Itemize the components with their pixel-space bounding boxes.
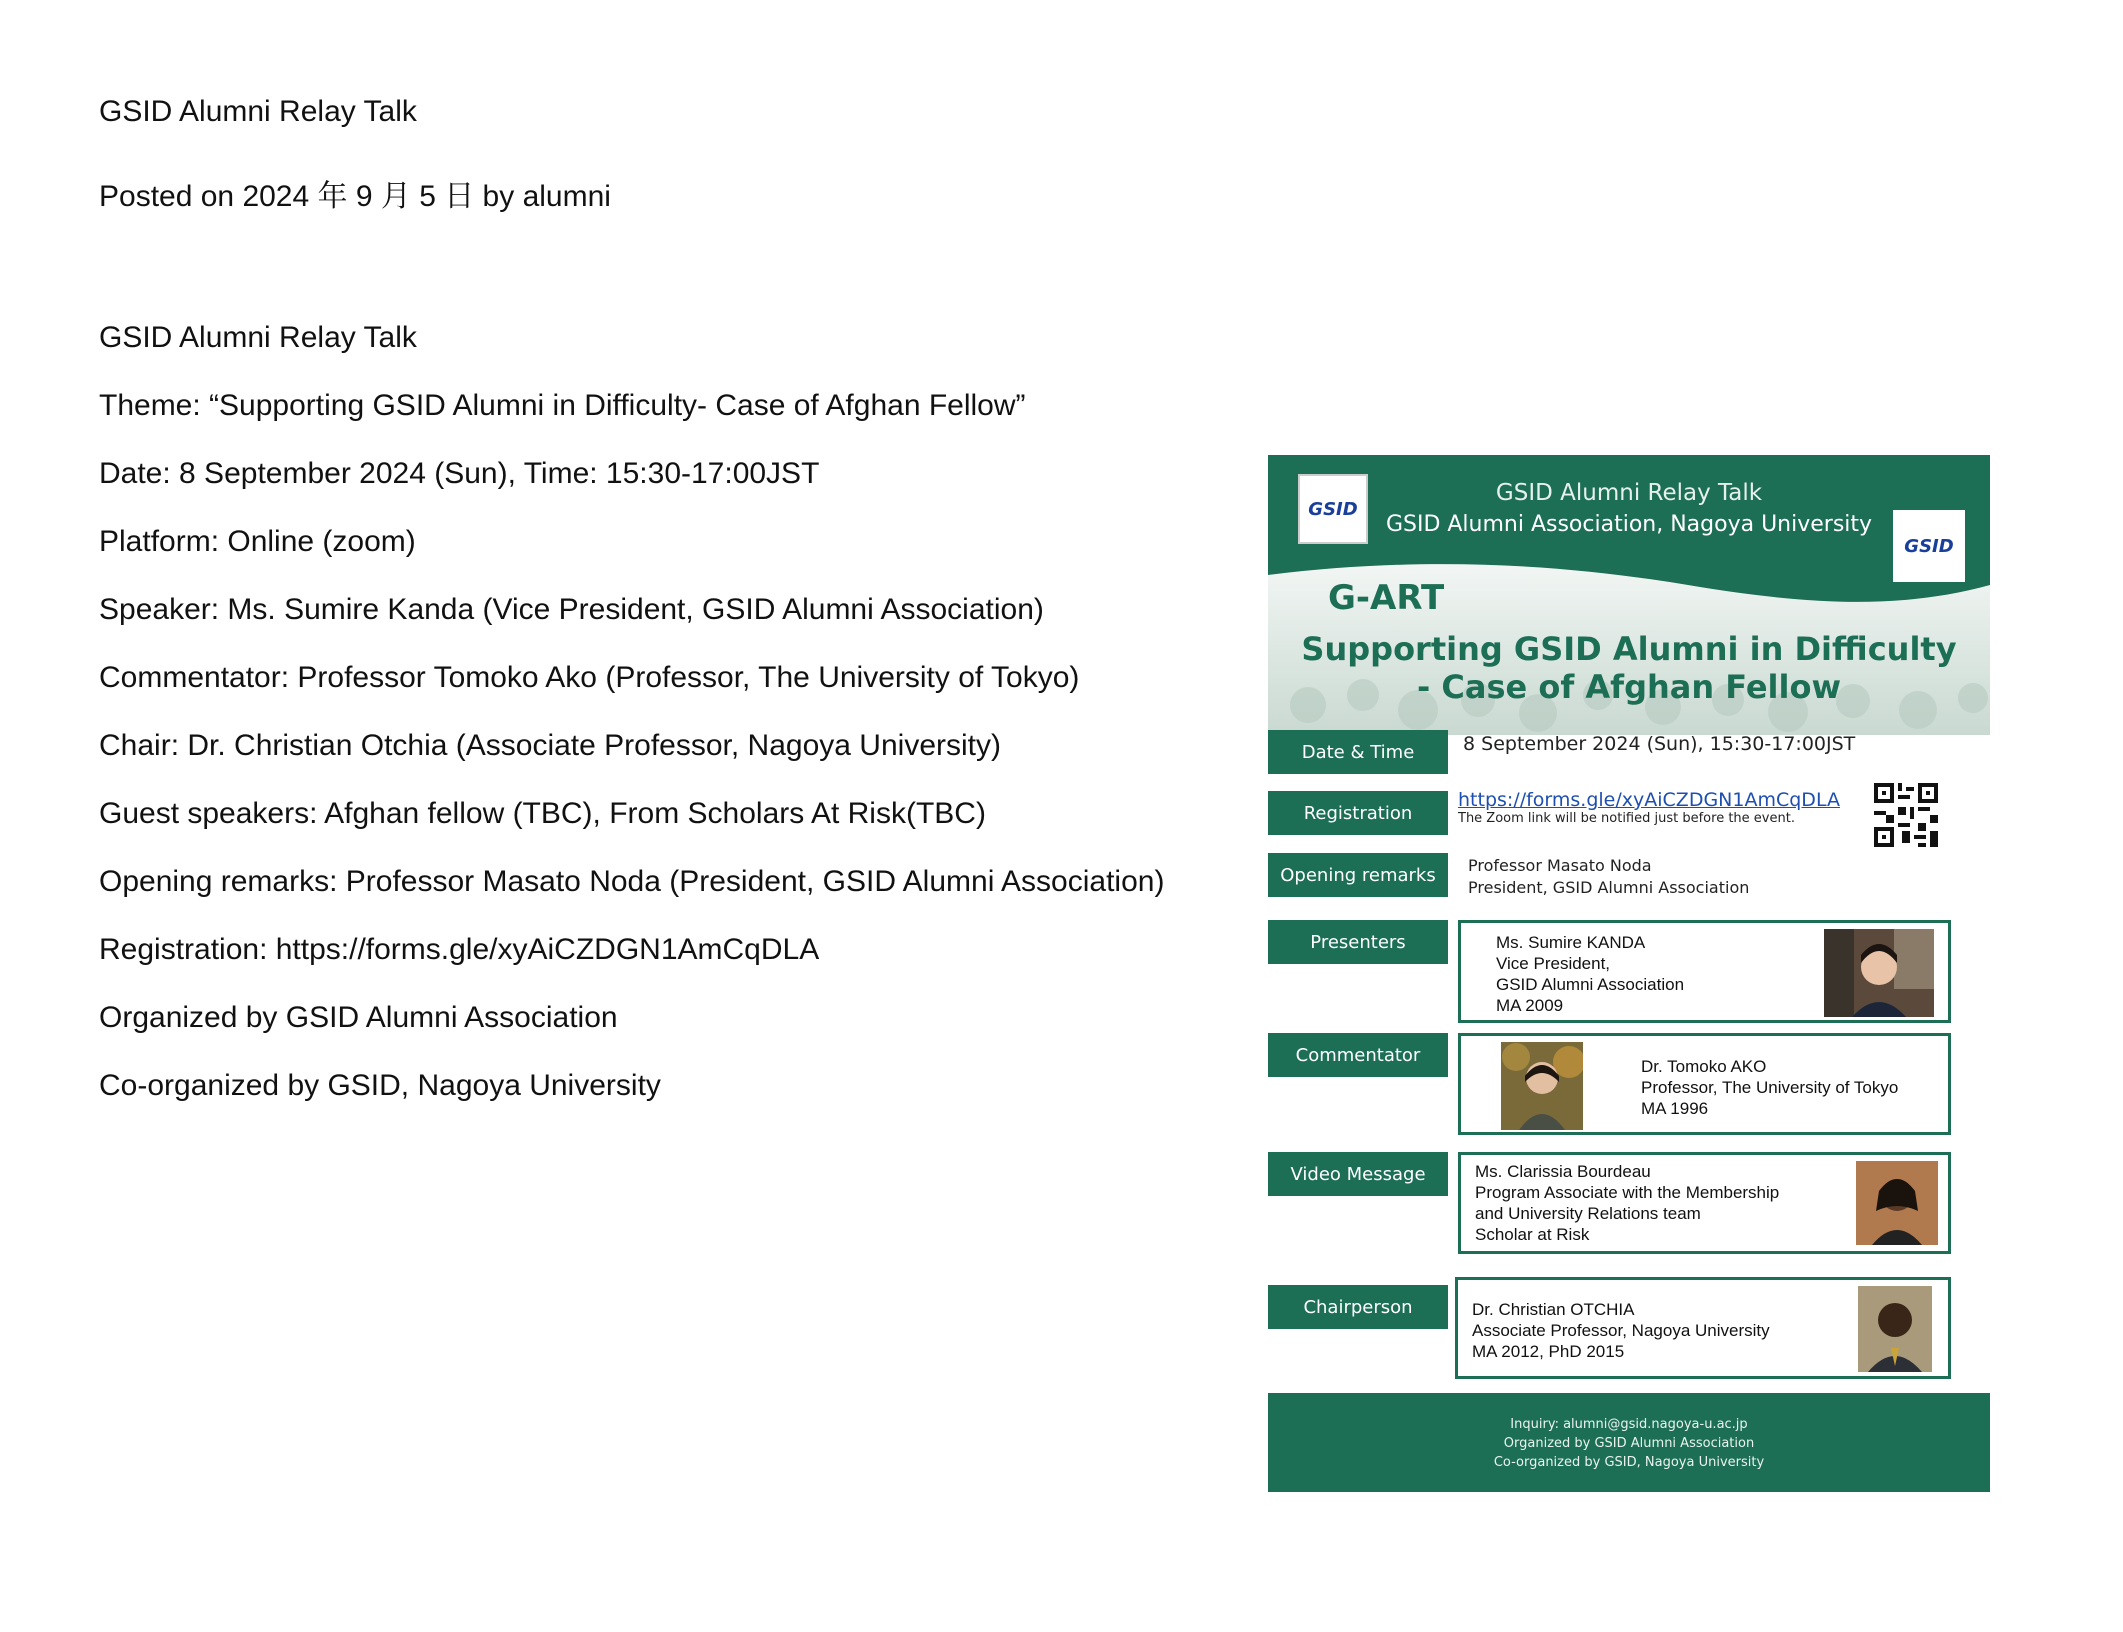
series-name: G-ART (1328, 578, 1445, 618)
chairperson-photo (1858, 1286, 1932, 1372)
video-message-card (1458, 1152, 1951, 1254)
chairperson-info (1472, 1299, 1770, 1362)
commentator-photo (1501, 1042, 1583, 1130)
post-line-registration: Registration: https://forms.gle/xyAiCZDGN1AmCqDLA (99, 933, 820, 966)
footer-organizer: Organized by GSID Alumni Association (1503, 1436, 1755, 1451)
registration-label: Registration (1268, 791, 1448, 835)
presenter-degree: MA 2009 (1496, 996, 1564, 1015)
date-label: Date & Time (1268, 730, 1448, 774)
post-line-platform: Platform: Online (zoom) (99, 525, 416, 558)
opening-name: Professor Masato Noda (1468, 856, 1652, 875)
flyer-title-line1: Supporting GSID Alumni in Difficulty (1301, 630, 1957, 668)
logo-right-text: GSID (1904, 535, 1954, 557)
blog-post (99, 95, 1249, 1135)
flyer-header-line1: GSID Alumni Relay Talk (1495, 480, 1763, 506)
presenter-name: Ms. Sumire KANDA (1496, 933, 1646, 952)
post-line-theme: Theme: “Supporting GSID Alumni in Difficulty- Case of Afghan Fellow” (99, 389, 1026, 422)
post-line-date: Date: 8 September 2024 (Sun), Time: 15:30-17:00JST (99, 457, 820, 490)
footer-inquiry: Inquiry: alumni@gsid.nagoya-u.ac.jp (1510, 1417, 1748, 1432)
video-speaker-photo (1856, 1161, 1938, 1245)
footer-coorganizer: Co-organized by GSID, Nagoya University (1493, 1455, 1765, 1470)
post-meta: Posted on 2024 年 9 月 5 日 by alumni (99, 180, 611, 213)
flyer-event-title (1268, 630, 1990, 706)
chair-role: Associate Professor, Nagoya University (1472, 1321, 1770, 1340)
post-line-speaker: Speaker: Ms. Sumire Kanda (Vice President, GSID Alumni Association) (99, 593, 1044, 626)
registration-block (1458, 789, 1840, 826)
registration-note: The Zoom link will be notified just before the event. (1458, 811, 1795, 826)
post-line-opening: Opening remarks: Professor Masato Noda (President, GSID Alumni Association) (99, 865, 1165, 898)
flyer-header-line2: GSID Alumni Association, Nagoya University (1385, 512, 1873, 537)
video-speaker-name: Ms. Clarissia Bourdeau (1475, 1162, 1651, 1181)
chairperson-label: Chairperson (1268, 1285, 1448, 1329)
video-speaker-role2: and University Relations team (1475, 1204, 1701, 1223)
presenter-photo (1824, 929, 1934, 1017)
post-body (99, 319, 1249, 1104)
commentator-role: Professor, The University of Tokyo (1641, 1078, 1899, 1097)
presenter-card (1458, 920, 1951, 1023)
presenters-label: Presenters (1268, 920, 1448, 964)
post-line-coorganizer: Co-organized by GSID, Nagoya University (99, 1069, 661, 1102)
post-title: GSID Alumni Relay Talk (99, 95, 417, 128)
post-line-organizer: Organized by GSID Alumni Association (99, 1001, 618, 1034)
video-speaker-org: Scholar at Risk (1475, 1225, 1590, 1244)
commentator-label: Commentator (1268, 1033, 1448, 1077)
commentator-degree: MA 1996 (1641, 1099, 1709, 1118)
presenter-role2: GSID Alumni Association (1496, 975, 1685, 994)
chair-name: Dr. Christian OTCHIA (1472, 1300, 1635, 1319)
flyer-footer (1268, 1393, 1990, 1492)
post-line-guests: Guest speakers: Afghan fellow (TBC), From Scholars At Risk(TBC) (99, 797, 986, 830)
logo-left-text: GSID (1308, 498, 1358, 520)
event-flyer (1268, 455, 1990, 1492)
presenter-role1: Vice President, (1496, 954, 1611, 973)
opening-remarks-block (1468, 855, 1749, 899)
video-speaker-role1: Program Associate with the Membership (1475, 1183, 1780, 1202)
commentator-info (1641, 1056, 1898, 1119)
post-line-heading: GSID Alumni Relay Talk (99, 321, 417, 354)
date-value: 8 September 2024 (Sun), 15:30-17:00JST (1463, 733, 1856, 755)
post-line-chair: Chair: Dr. Christian Otchia (Associate Professor, Nagoya University) (99, 729, 1001, 762)
post-line-commentator: Commentator: Professor Tomoko Ako (Professor, The University of Tokyo) (99, 661, 1080, 694)
registration-link[interactable]: https://forms.gle/xyAiCZDGN1AmCqDLA (1458, 789, 1840, 811)
presenter-info (1496, 932, 1684, 1016)
commentator-name: Dr. Tomoko AKO (1641, 1057, 1767, 1076)
chair-degree: MA 2012, PhD 2015 (1472, 1342, 1625, 1361)
commentator-card (1458, 1033, 1951, 1135)
opening-remarks-label: Opening remarks (1268, 853, 1448, 897)
opening-role: President, GSID Alumni Association (1468, 878, 1750, 897)
chairperson-card (1455, 1277, 1951, 1379)
video-message-info (1475, 1161, 1779, 1245)
qr-code-icon (1874, 783, 1938, 847)
video-message-label: Video Message (1268, 1152, 1448, 1196)
flyer-title-line2: - Case of Afghan Fellow (1416, 668, 1842, 706)
